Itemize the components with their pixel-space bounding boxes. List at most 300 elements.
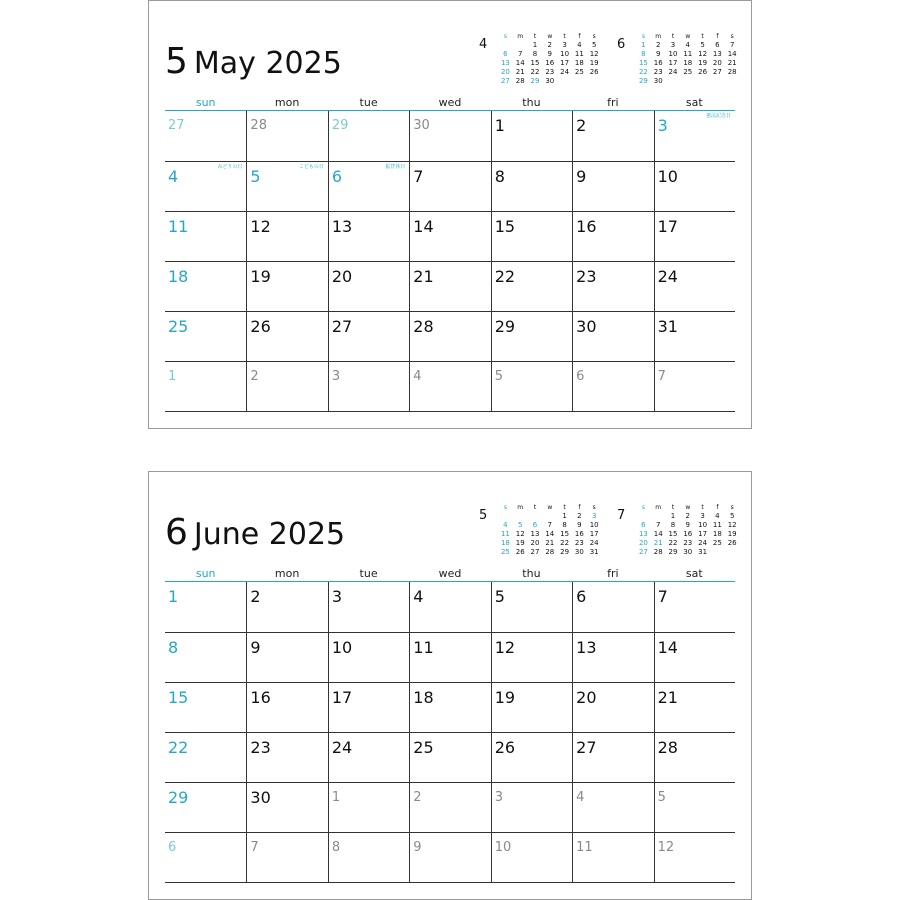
mini-day: 23 (683, 539, 693, 547)
mini-day: 27 (530, 548, 540, 556)
mini-day: 30 (545, 77, 555, 85)
mini-day: 18 (574, 59, 584, 67)
day-number: 27 (331, 317, 353, 336)
mini-weekday-header: t (671, 504, 675, 511)
mini-day: 14 (727, 50, 737, 58)
day-number: 28 (413, 317, 434, 336)
day-number: 28 (250, 118, 267, 133)
day-number: 19 (250, 267, 271, 286)
day-number: 23 (576, 267, 597, 286)
day-cell[interactable] (409, 211, 490, 261)
day-number: 17 (657, 217, 678, 236)
mini-weekday-header: t (533, 504, 537, 511)
mini-day: 20 (500, 68, 510, 76)
mini-day: 10 (589, 521, 599, 529)
day-cell[interactable] (409, 161, 490, 211)
mini-weekday-header: m (517, 33, 524, 40)
mini-day: 17 (668, 59, 678, 67)
day-number: 27 (576, 738, 597, 757)
day-number: 6 (168, 840, 177, 855)
mini-day: 5 (517, 521, 523, 529)
day-cell[interactable] (491, 782, 572, 832)
mini-day: 7 (547, 521, 553, 529)
month-grid (165, 582, 735, 883)
mini-day: 15 (560, 530, 570, 538)
day-cell[interactable] (409, 361, 490, 411)
mini-day: 13 (530, 530, 540, 538)
day-number: 18 (168, 267, 189, 286)
mini-day: 21 (653, 539, 663, 547)
day-cell[interactable] (491, 361, 572, 411)
mini-day: 23 (653, 68, 663, 76)
mini-day: 29 (668, 548, 678, 556)
day-number: 7 (657, 587, 668, 606)
day-number: 4 (413, 587, 424, 606)
mini-day: 8 (641, 50, 646, 58)
day-number: 24 (657, 267, 678, 286)
day-cell[interactable] (246, 211, 327, 261)
day-number: 16 (576, 217, 597, 236)
weekday-label: sat (685, 96, 703, 109)
mini-day: 9 (655, 50, 661, 58)
day-number: 22 (494, 267, 516, 286)
day-cell[interactable] (654, 832, 735, 882)
mini-day (680, 77, 695, 86)
mini-day: 12 (515, 530, 525, 538)
mini-weekday-header: w (547, 504, 553, 511)
mini-day: 4 (715, 512, 720, 520)
mini-day: 6 (503, 50, 508, 58)
day-number: 10 (657, 167, 678, 186)
day-cell[interactable] (246, 311, 327, 361)
weekday-label: mon (274, 567, 300, 580)
mini-day: 26 (515, 548, 525, 556)
mini-day: 25 (500, 548, 510, 556)
day-cell[interactable] (572, 782, 653, 832)
weekday-label: sun (195, 96, 216, 109)
day-number: 7 (657, 369, 666, 384)
mini-day: 11 (574, 50, 584, 58)
mini-day: 8 (532, 50, 538, 58)
mini-day: 22 (638, 68, 648, 76)
weekday-label: thu (522, 96, 541, 109)
mini-day: 6 (532, 521, 538, 529)
day-cell[interactable] (654, 582, 735, 632)
mini-weekday-header: t (563, 33, 566, 40)
day-cell[interactable] (165, 732, 246, 782)
mini-day: 1 (641, 41, 646, 49)
day-cell[interactable] (572, 582, 653, 632)
mini-day: 12 (698, 50, 708, 58)
day-number: 5 (494, 369, 503, 384)
day-cell[interactable] (246, 582, 327, 632)
mini-day (651, 512, 666, 521)
title-month-label: June 2025 (193, 517, 346, 552)
day-cell[interactable] (328, 261, 409, 311)
day-number: 1 (331, 790, 341, 805)
mini-day: 24 (589, 539, 599, 547)
calendar-page (148, 471, 752, 900)
day-number: 9 (576, 167, 587, 186)
mini-day: 28 (545, 548, 555, 556)
day-cell[interactable] (572, 161, 653, 211)
mini-day: 8 (562, 521, 567, 529)
title-month-number: 5 (165, 41, 188, 82)
day-number: 5 (657, 790, 666, 805)
day-number: 7 (250, 840, 259, 855)
mini-day: 3 (591, 512, 597, 520)
day-cell[interactable] (491, 732, 572, 782)
mini-day (498, 512, 513, 521)
mini-weekday-header: m (655, 33, 662, 40)
weekday-label: sun (195, 567, 216, 580)
weekday-header-row (165, 566, 735, 582)
mini-day: 17 (560, 59, 570, 67)
mini-day: 18 (712, 530, 722, 538)
day-number: 5 (494, 587, 505, 606)
mini-day: 2 (655, 41, 661, 49)
mini-day (572, 77, 587, 86)
day-cell[interactable] (409, 732, 490, 782)
mini-day (542, 512, 557, 521)
mini-day: 19 (727, 530, 737, 538)
mini-grid (636, 503, 740, 557)
day-cell[interactable] (246, 261, 327, 311)
day-number: 3 (494, 790, 503, 805)
holiday-name: みどりの日 (217, 164, 243, 170)
mini-day: 27 (500, 77, 510, 85)
day-cell[interactable] (409, 782, 490, 832)
mini-weekday-header: s (592, 33, 596, 40)
day-cell[interactable] (165, 161, 246, 211)
day-number: 4 (413, 369, 422, 384)
mini-weekday-header: f (578, 33, 581, 40)
day-cell[interactable] (328, 311, 409, 361)
mini-day: 28 (653, 548, 663, 556)
mini-day: 15 (530, 59, 540, 67)
page-title (165, 41, 342, 82)
day-cell[interactable] (654, 211, 735, 261)
day-cell[interactable] (328, 582, 409, 632)
day-cell[interactable] (328, 632, 409, 682)
day-number: 8 (494, 167, 505, 186)
mini-weekday-header: w (685, 33, 691, 40)
mini-day: 2 (547, 41, 553, 49)
mini-day: 25 (683, 68, 693, 76)
mini-day: 5 (700, 41, 705, 49)
mini-day: 27 (638, 548, 648, 556)
day-cell[interactable] (165, 261, 246, 311)
mini-day: 15 (668, 530, 678, 538)
mini-day: 5 (729, 512, 735, 520)
day-cell[interactable] (654, 782, 735, 832)
day-number: 29 (168, 788, 189, 807)
day-cell[interactable] (246, 682, 327, 732)
day-cell[interactable] (409, 832, 490, 882)
mini-day: 4 (685, 41, 691, 49)
day-number: 2 (250, 587, 261, 606)
day-cell[interactable] (409, 111, 490, 161)
mini-day: 25 (574, 68, 584, 76)
mini-day (557, 77, 572, 86)
day-cell[interactable] (491, 261, 572, 311)
day-cell[interactable] (409, 682, 490, 732)
day-cell[interactable] (328, 782, 409, 832)
mini-day (513, 512, 528, 521)
day-number: 11 (168, 217, 189, 236)
mini-weekday-header: f (578, 504, 581, 511)
mini-grid (636, 32, 740, 86)
mini-day: 16 (574, 530, 584, 538)
day-cell[interactable] (246, 111, 327, 161)
day-number: 6 (576, 369, 585, 384)
mini-day: 28 (515, 77, 525, 85)
day-number: 12 (494, 638, 516, 657)
mini-day: 24 (698, 539, 708, 547)
day-number: 11 (413, 638, 434, 657)
day-number: 4 (168, 167, 179, 186)
mini-day: 23 (545, 68, 555, 76)
mini-weekday-header: s (641, 33, 645, 40)
mini-calendar (617, 32, 737, 92)
day-cell[interactable] (165, 111, 246, 161)
weekday-label: fri (607, 96, 619, 109)
day-cell[interactable] (572, 261, 653, 311)
day-number: 7 (413, 167, 424, 186)
mini-day: 24 (668, 68, 678, 76)
mini-weekday-header: s (641, 504, 645, 511)
mini-day: 17 (698, 530, 708, 538)
mini-day: 28 (727, 68, 737, 76)
day-cell[interactable] (165, 632, 246, 682)
mini-day: 17 (589, 530, 599, 538)
day-cell[interactable] (491, 682, 572, 732)
day-cell[interactable] (491, 632, 572, 682)
day-cell[interactable] (409, 582, 490, 632)
weekday-label: mon (274, 96, 300, 109)
mini-day: 20 (530, 539, 540, 547)
mini-day: 19 (515, 539, 525, 547)
mini-day: 31 (589, 548, 599, 556)
day-number: 20 (331, 267, 353, 286)
day-number: 16 (250, 688, 271, 707)
mini-day: 19 (698, 59, 708, 67)
mini-month-number: 4 (479, 37, 488, 52)
mini-day: 20 (638, 539, 648, 547)
day-cell[interactable] (654, 682, 735, 732)
mini-weekday-header: t (533, 33, 537, 40)
mini-day: 13 (500, 59, 510, 67)
mini-day: 11 (712, 521, 722, 529)
mini-day (725, 548, 740, 557)
month-grid (165, 111, 735, 412)
day-number: 21 (657, 688, 678, 707)
day-cell[interactable] (572, 111, 653, 161)
day-cell[interactable] (328, 361, 409, 411)
day-number: 26 (250, 317, 271, 336)
day-cell[interactable] (409, 261, 490, 311)
day-number: 15 (494, 217, 516, 236)
day-cell[interactable] (491, 582, 572, 632)
mini-day: 10 (698, 521, 708, 529)
mini-day: 26 (727, 539, 737, 547)
day-number: 2 (413, 790, 422, 805)
day-cell[interactable] (328, 211, 409, 261)
day-cell[interactable] (491, 111, 572, 161)
page-title (165, 512, 346, 553)
day-number: 10 (494, 840, 512, 855)
day-number: 20 (576, 688, 597, 707)
mini-day: 18 (500, 539, 510, 547)
day-number: 23 (250, 738, 271, 757)
weekday-header-row (165, 95, 735, 111)
mini-day: 5 (591, 41, 597, 49)
mini-day: 14 (515, 59, 525, 67)
day-cell[interactable] (572, 361, 653, 411)
day-number: 28 (657, 738, 678, 757)
day-cell[interactable] (409, 311, 490, 361)
mini-weekday-header: w (547, 33, 553, 40)
mini-day: 27 (712, 68, 722, 76)
mini-day: 25 (712, 539, 722, 547)
mini-weekday-header: m (517, 504, 524, 511)
day-number: 13 (576, 638, 597, 657)
day-cell[interactable] (572, 682, 653, 732)
mini-day (710, 548, 725, 557)
day-cell[interactable] (654, 111, 735, 161)
day-number: 10 (331, 638, 353, 657)
day-cell[interactable] (491, 311, 572, 361)
day-number: 21 (413, 267, 434, 286)
mini-day: 1 (532, 41, 538, 49)
mini-day: 13 (638, 530, 648, 538)
mini-day: 22 (668, 539, 678, 547)
mini-day: 23 (574, 539, 584, 547)
mini-day: 16 (545, 59, 555, 67)
day-cell[interactable] (246, 632, 327, 682)
day-number: 4 (576, 790, 585, 805)
day-number: 11 (576, 840, 593, 855)
day-cell[interactable] (328, 111, 409, 161)
weekday-label: thu (522, 567, 541, 580)
mini-day: 12 (589, 50, 599, 58)
mini-day: 11 (500, 530, 510, 538)
mini-day: 3 (562, 41, 567, 49)
day-cell[interactable] (572, 311, 653, 361)
day-cell[interactable] (246, 732, 327, 782)
mini-day: 2 (577, 512, 582, 520)
day-cell[interactable] (572, 211, 653, 261)
day-number: 9 (413, 840, 422, 855)
day-cell[interactable] (165, 311, 246, 361)
mini-weekday-header: s (730, 504, 734, 511)
mini-day (666, 77, 681, 86)
day-cell[interactable] (165, 582, 246, 632)
day-cell[interactable] (654, 632, 735, 682)
mini-day: 19 (589, 59, 599, 67)
day-cell[interactable] (491, 161, 572, 211)
mini-day: 16 (653, 59, 663, 67)
day-cell[interactable] (246, 361, 327, 411)
day-cell[interactable] (654, 361, 735, 411)
day-number: 1 (168, 369, 177, 384)
day-cell[interactable] (328, 832, 409, 882)
day-cell[interactable] (246, 832, 327, 882)
mini-grid (498, 32, 602, 86)
day-cell[interactable] (572, 732, 653, 782)
day-number: 9 (250, 638, 261, 657)
mini-day: 18 (683, 59, 693, 67)
mini-weekday-header: m (655, 504, 662, 511)
day-number: 22 (168, 738, 189, 757)
mini-calendar (617, 503, 737, 563)
holiday-name: 憲法記念日 (705, 113, 731, 119)
day-cell[interactable] (165, 682, 246, 732)
mini-day: 31 (698, 548, 708, 556)
holiday-name: 振替休日 (385, 164, 406, 170)
mini-weekday-header: t (563, 504, 566, 511)
mini-day: 13 (712, 50, 722, 58)
weekday-label: sat (685, 567, 703, 580)
mini-day: 7 (729, 41, 735, 49)
day-cell[interactable] (654, 261, 735, 311)
day-number: 3 (657, 116, 668, 135)
day-number: 5 (250, 167, 261, 186)
mini-day: 2 (685, 512, 691, 520)
mini-day: 26 (589, 68, 599, 76)
day-number: 3 (331, 369, 341, 384)
mini-day: 30 (653, 77, 663, 85)
mini-day (498, 41, 513, 50)
day-cell[interactable] (491, 832, 572, 882)
day-number: 25 (413, 738, 434, 757)
day-cell[interactable] (654, 732, 735, 782)
day-cell[interactable] (328, 161, 409, 211)
mini-day: 22 (530, 68, 540, 76)
day-cell[interactable] (572, 832, 653, 882)
mini-day: 30 (683, 548, 693, 556)
day-cell[interactable] (165, 832, 246, 882)
day-cell[interactable] (491, 211, 572, 261)
day-cell[interactable] (328, 682, 409, 732)
mini-day: 12 (727, 521, 737, 529)
day-cell[interactable] (654, 161, 735, 211)
mini-day (636, 512, 651, 521)
day-cell[interactable] (246, 161, 327, 211)
mini-weekday-header: t (701, 33, 704, 40)
day-number: 8 (331, 840, 341, 855)
mini-day: 11 (683, 50, 693, 58)
day-cell[interactable] (654, 311, 735, 361)
day-number: 12 (657, 840, 675, 855)
day-cell[interactable] (165, 211, 246, 261)
mini-day: 20 (712, 59, 722, 67)
mini-day: 7 (655, 521, 661, 529)
day-cell[interactable] (409, 632, 490, 682)
day-cell[interactable] (165, 782, 246, 832)
day-cell[interactable] (246, 782, 327, 832)
mini-month-number: 7 (617, 508, 626, 523)
mini-day: 22 (560, 539, 570, 547)
day-cell[interactable] (165, 361, 246, 411)
day-cell[interactable] (572, 632, 653, 682)
day-number: 3 (331, 587, 343, 606)
holiday-name: こどもの日 (298, 164, 324, 170)
day-cell[interactable] (328, 732, 409, 782)
mini-month-number: 5 (479, 508, 488, 523)
day-number: 1 (494, 116, 505, 135)
weekday-label: fri (607, 567, 619, 580)
